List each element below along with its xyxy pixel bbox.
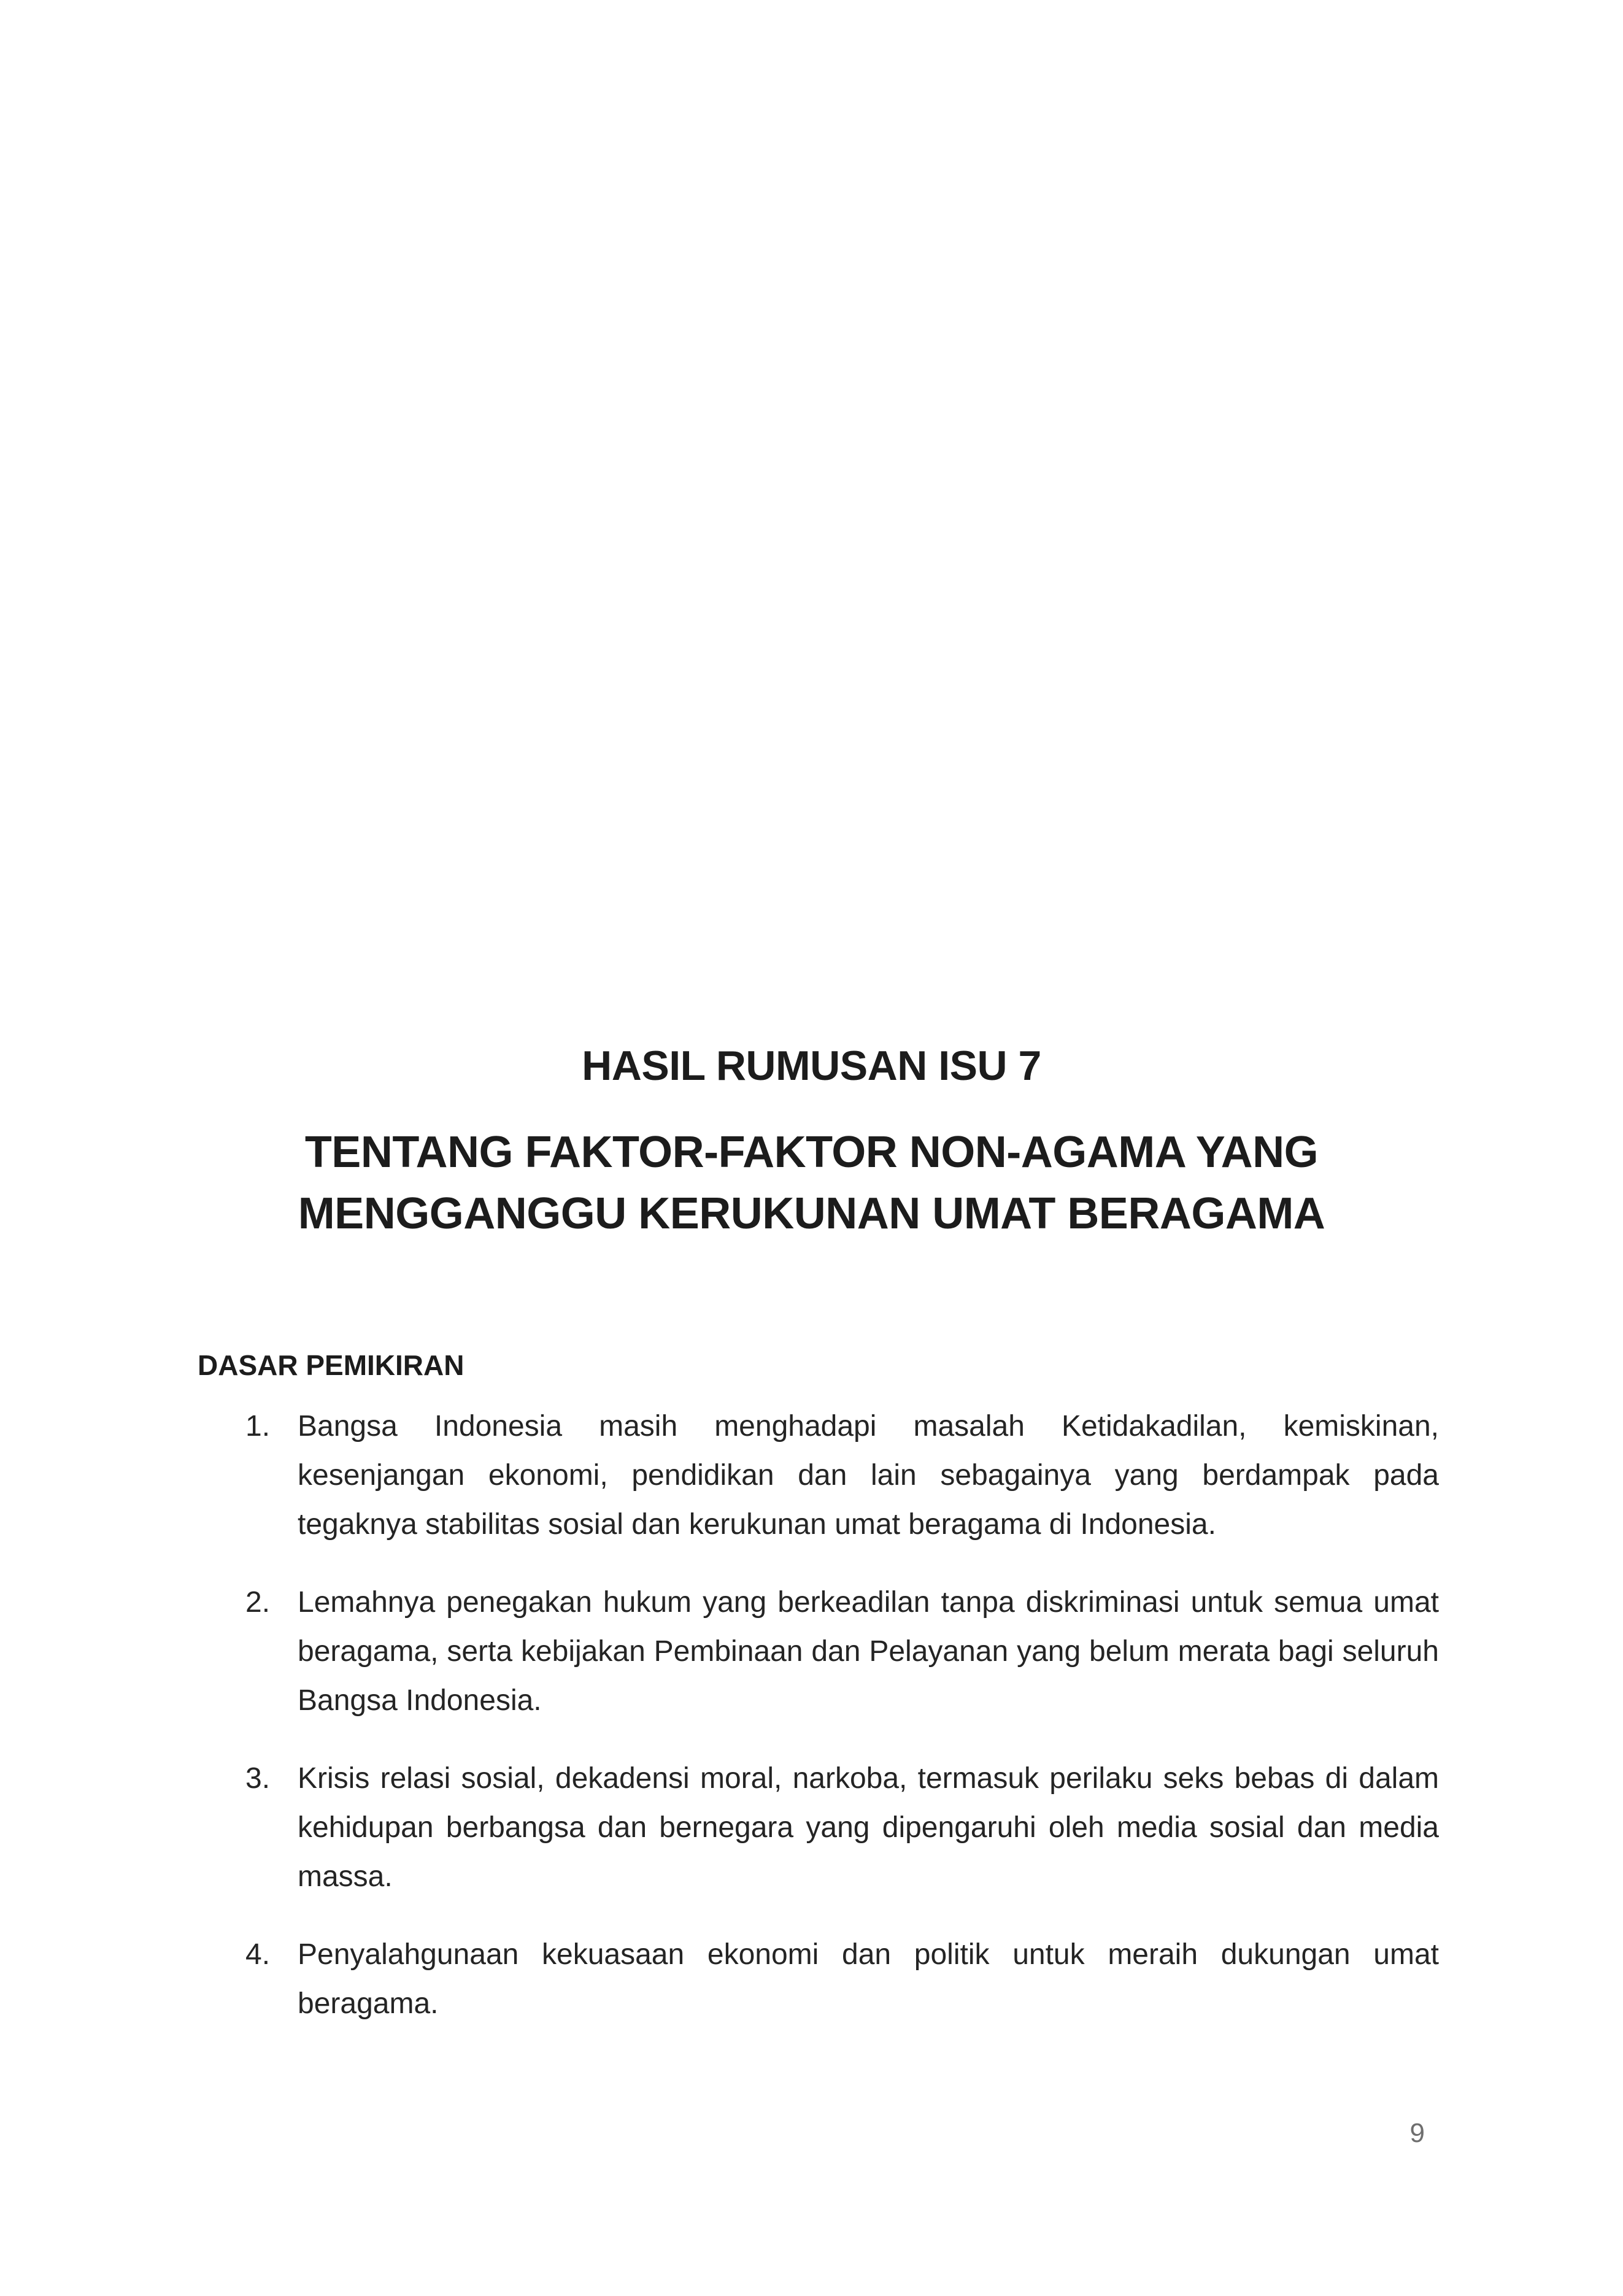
list-item-number: 4. xyxy=(245,1938,271,1971)
subtitle-line-2: MENGGANGGU KERUKUNAN UMAT BERAGAMA xyxy=(298,1189,1325,1238)
list-item xyxy=(245,1930,1439,2028)
list-item-text: Bangsa Indonesia masih menghadapi masalah Ketidakadilan, kemiskinan, kesenjangan ekonomi, pendidikan dan lain sebagainya yang berdampak pada tegaknya stabilitas sosial dan kerukunan umat beragama di Indonesia. xyxy=(298,1410,1439,1541)
subtitle-line-1: TENTANG FAKTOR-FAKTOR NON-AGAMA YANG xyxy=(304,1128,1319,1177)
page-number: 9 xyxy=(1409,2118,1425,2148)
list-item-text: Lemahnya penegakan hukum yang berkeadilan tanpa diskriminasi untuk semua umat beragama, serta kebijakan Pembinaan dan Pelayanan yang belum merata bagi seluruh Bangsa Indonesia. xyxy=(298,1586,1439,1717)
document-subtitle xyxy=(0,1122,1623,1244)
list-item xyxy=(245,1402,1439,1549)
list-item-text: Penyalahgunaan kekuasaan ekonomi dan politik untuk meraih dukungan umat beragama. xyxy=(298,1938,1439,2020)
list-item-text: Krisis relasi sosial, dekadensi moral, narkoba, termasuk perilaku seks bebas di dalam kehidupan berbangsa dan bernegara yang dipengaruhi oleh media sosial dan media massa. xyxy=(298,1762,1439,1893)
numbered-list xyxy=(245,1402,1439,2057)
document-title: HASIL RUMUSAN ISU 7 xyxy=(582,1042,1041,1089)
list-item xyxy=(245,1578,1439,1725)
list-item-number: 2. xyxy=(245,1586,271,1619)
list-item-number: 3. xyxy=(245,1762,271,1795)
section-heading-dasar-pemikiran: DASAR PEMIKIRAN xyxy=(198,1349,465,1381)
list-item-number: 1. xyxy=(245,1410,271,1443)
list-item xyxy=(245,1754,1439,1901)
